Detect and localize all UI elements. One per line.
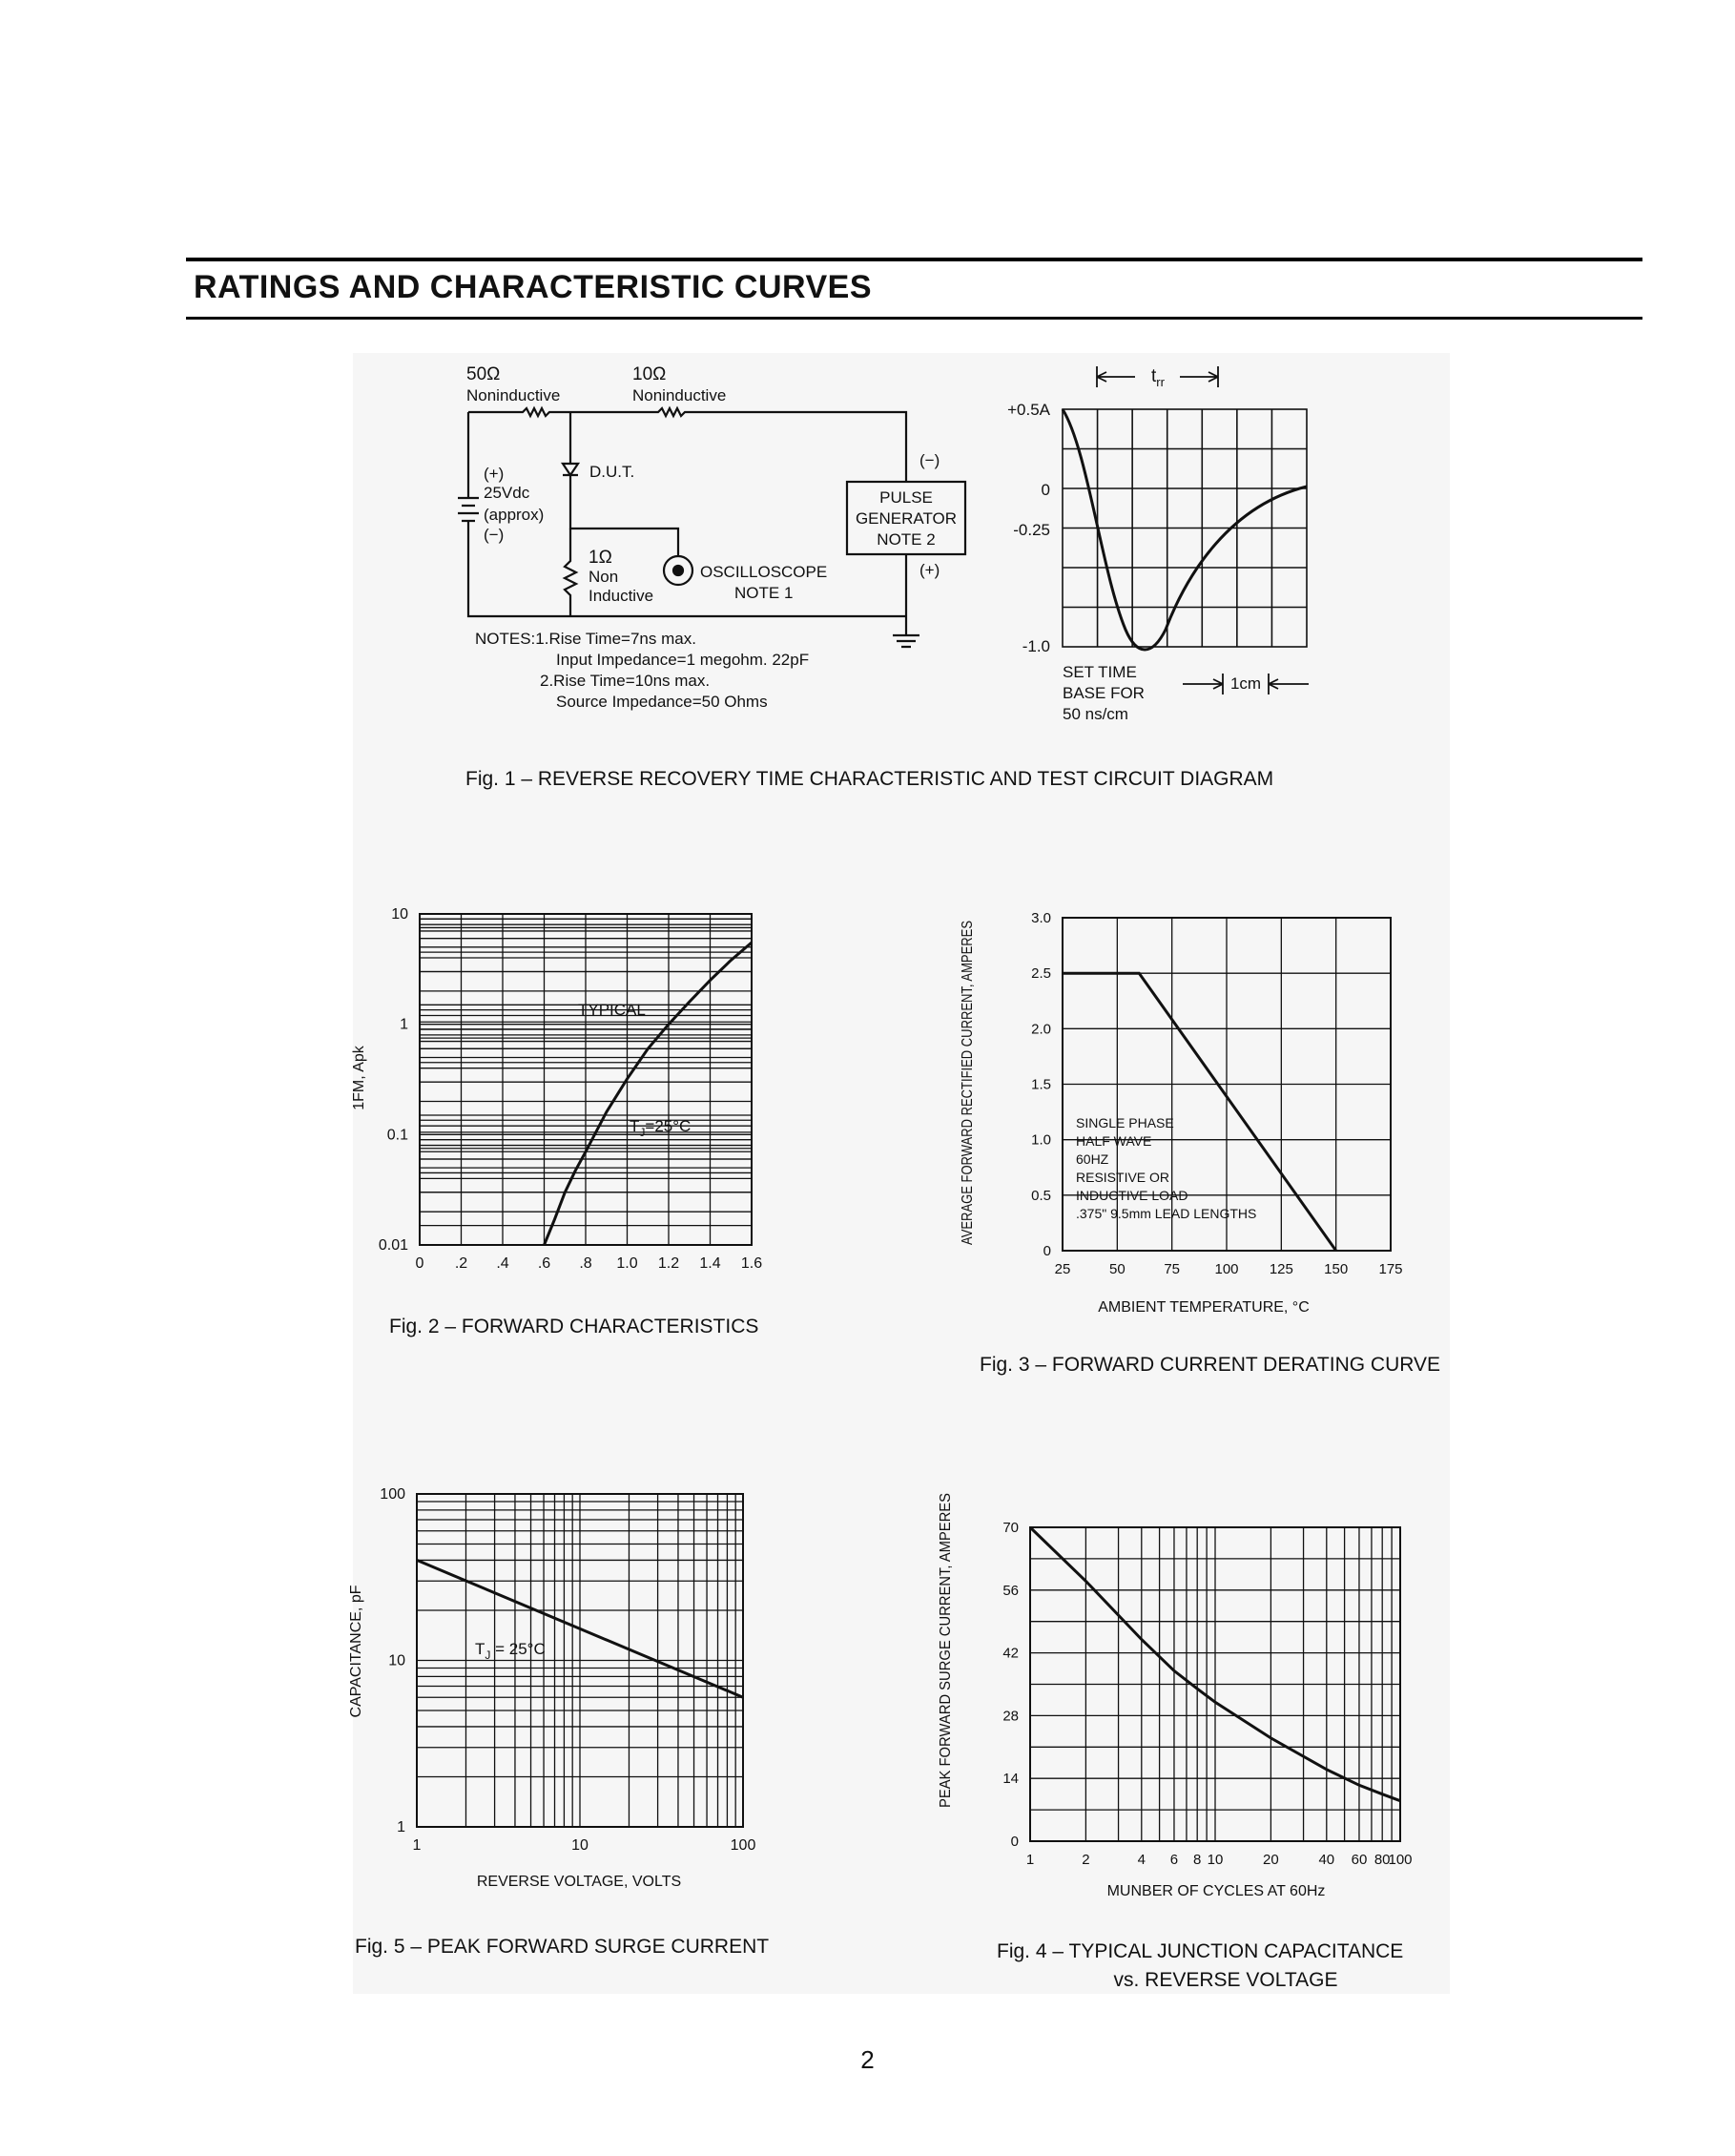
fig3-caption: Fig. 3 – FORWARD CURRENT DERATING CURVE: [980, 1354, 1441, 1376]
section-heading: RATINGS AND CHARACTERISTIC CURVES: [194, 269, 873, 305]
circuit-1ohm-resistor: [565, 529, 576, 616]
fig5-annotation-tj: $T_J = 25^\circ C$: [475, 1640, 546, 1662]
fig4-xlabel: MUNBER OF CYCLES AT 60Hz: [1106, 1883, 1326, 1899]
cm-label: 1cm: [1229, 674, 1262, 693]
fig3-x-tick-label: 50: [1108, 1261, 1126, 1277]
fig2-x-tick-label: .8: [579, 1255, 592, 1272]
fig4-x-tick-label: 80: [1374, 1852, 1391, 1868]
fig4-caption-sub: vs. REVERSE VOLTAGE: [1113, 1969, 1338, 1991]
recovery-waveform-curve: [1063, 409, 1307, 650]
fig2-y-tick-label: 0.1: [386, 1127, 408, 1144]
fig3-xlabel: AMBIENT TEMPERATURE, °C: [1098, 1299, 1310, 1316]
pg-plus: (+): [919, 561, 940, 579]
trr-label: $t_{rr}$: [1151, 366, 1165, 389]
fig3-x-tick-label: 125: [1269, 1261, 1293, 1277]
fig4-y-tick-label: 0: [1010, 1834, 1019, 1850]
fig5-x-tick-label: 1: [412, 1837, 422, 1854]
fig3-legend-2: HALF WAVE: [1076, 1133, 1152, 1149]
pulse-generator-line3: NOTE 2: [877, 530, 936, 549]
pulse-generator-line1: PULSE: [879, 488, 933, 507]
fig4-y-tick-label: 14: [1002, 1771, 1019, 1788]
fig1-circuit-labels: [466, 364, 957, 711]
fig4-ylabel: PEAK FORWARD SURGE CURRENT, AMPERES: [938, 1466, 954, 1808]
fig3-y-tick-label: 3.0: [1031, 910, 1051, 926]
fig4-y-tick-label: 28: [1002, 1708, 1019, 1725]
fig2-ylabel: 1FM, Apk: [351, 1046, 367, 1110]
set-time-line3: 50 ns/cm: [1063, 705, 1128, 723]
fig2-x-tick-label: 1.6: [740, 1255, 763, 1272]
dut-label: D.U.T.: [589, 463, 635, 481]
fig5-capacitance-chart: [348, 1486, 769, 1958]
fig3-legend-5: INDUCTIVE LOAD: [1076, 1188, 1188, 1203]
fig2-x-tick-label: 1.0: [616, 1255, 638, 1272]
fig3-legend-1: SINGLE PHASE: [1076, 1115, 1174, 1130]
fig2-x-tick-label: 0: [415, 1255, 424, 1272]
note-2: 2.Rise Time=10ns max.: [540, 672, 711, 690]
r1-value: 50Ω: [466, 364, 501, 384]
pg-minus: (−): [919, 451, 940, 469]
note-2b: Source Impedance=50 Ohms: [556, 693, 768, 711]
wave-y-label-zero: 0: [1041, 481, 1050, 499]
fig4-x-tick-label: 60: [1351, 1852, 1368, 1868]
fig2-forward-characteristics: [351, 906, 762, 1337]
circuit-top-wire: [468, 408, 906, 482]
fig3-y-tick-label: 2.0: [1031, 1021, 1051, 1038]
fig4-x-tick-label: 8: [1193, 1852, 1202, 1868]
note-1b: Input Impedance=1 megohm. 22pF: [556, 651, 810, 669]
fig2-y-tick-label: 10: [391, 906, 408, 923]
fig4-y-tick-label: 42: [1002, 1645, 1019, 1662]
fig2-annotation-typical: TYPICAL: [578, 1001, 646, 1019]
r3-note-1: Non: [589, 568, 619, 586]
fig5-y-tick-label: 100: [380, 1486, 405, 1503]
fig2-x-tick-label: 1.4: [699, 1255, 721, 1272]
fig3-y-tick-label: 0: [1043, 1243, 1051, 1259]
set-time-line2: BASE FOR: [1063, 684, 1145, 702]
oscilloscope-label: OSCILLOSCOPE: [700, 563, 828, 581]
fig3-legend-3: 60HZ: [1076, 1151, 1109, 1167]
fig3-x-tick-label: 75: [1164, 1261, 1181, 1277]
supply-plus: (+): [484, 465, 505, 483]
fig5-y-tick-label: 1: [397, 1819, 405, 1835]
fig5-xlabel: REVERSE VOLTAGE, VOLTS: [476, 1874, 682, 1890]
fig3-x-tick-label: 150: [1324, 1261, 1349, 1277]
fig2-annotation-tj: $T_J=25^\circ C$: [630, 1117, 692, 1139]
page-number: 2: [860, 2045, 875, 2074]
fig4-x-tick-label: 2: [1082, 1852, 1090, 1868]
fig4-x-tick-label: 40: [1318, 1852, 1335, 1868]
fig3-x-tick-label: 175: [1378, 1261, 1403, 1277]
fig2-y-tick-label: 1: [400, 1016, 408, 1033]
fig2-x-tick-label: 1.2: [657, 1255, 680, 1272]
r3-note-2: Inductive: [589, 587, 654, 605]
fig4-x-tick-label: 10: [1207, 1852, 1224, 1868]
wave-y-label-pos: +0.5A: [1007, 401, 1050, 419]
fig3-derating-curve: [960, 845, 1441, 1376]
fig5-y-tick-label: 10: [388, 1652, 405, 1669]
fig4-surge-chart: [938, 1466, 1413, 1991]
fig3-y-tick-label: 2.5: [1031, 965, 1051, 983]
fig5-ylabel: CAPACITANCE, pF: [348, 1585, 364, 1718]
fig1-caption: Fig. 1 – REVERSE RECOVERY TIME CHARACTERISTIC AND TEST CIRCUIT DIAGRAM: [465, 768, 1274, 790]
fig2-x-tick-label: .2: [454, 1255, 468, 1272]
fig4-y-tick-label: 56: [1002, 1582, 1019, 1599]
set-time-line1: SET TIME: [1063, 663, 1137, 681]
fig3-y-tick-label: 0.5: [1031, 1187, 1051, 1204]
wave-y-label-one: -1.0: [1022, 637, 1050, 655]
fig5-x-tick-label: 10: [571, 1837, 589, 1854]
circuit-dut-branch: [563, 412, 678, 555]
fig1-waveform: [1007, 366, 1309, 723]
fig4-x-tick-label: 20: [1263, 1852, 1279, 1868]
fig4-y-tick-label: 70: [1002, 1520, 1019, 1536]
wave-y-label-quarter: -0.25: [1013, 521, 1050, 539]
fig2-y-tick-label: 0.01: [378, 1237, 408, 1254]
fig2-series-line: [545, 943, 753, 1245]
fig4-caption: Fig. 4 – TYPICAL JUNCTION CAPACITANCE: [997, 1940, 1404, 1962]
fig5-caption: Fig. 5 – PEAK FORWARD SURGE CURRENT: [355, 1936, 770, 1958]
fig5-x-tick-label: 100: [730, 1837, 756, 1854]
fig4-x-tick-label: 1: [1025, 1852, 1035, 1868]
r2-value: 10Ω: [632, 364, 667, 384]
fig3-x-tick-label: 100: [1214, 1261, 1239, 1277]
fig3-y-tick-label: 1.5: [1031, 1076, 1051, 1093]
fig4-x-tick-label: 100: [1388, 1852, 1413, 1868]
fig3-legend-6: .375" 9.5mm LEAD LENGTHS: [1076, 1206, 1257, 1221]
fig4-x-tick-label: 4: [1137, 1852, 1146, 1868]
r3-value: 1Ω: [589, 548, 612, 568]
fig3-legend-4: RESISTIVE OR: [1076, 1170, 1170, 1185]
supply-approx: (approx): [484, 506, 545, 524]
supply-minus: (−): [484, 526, 505, 544]
fig3-x-tick-label: 25: [1054, 1261, 1071, 1277]
fig2-x-tick-label: .4: [496, 1255, 509, 1272]
oscilloscope-note: NOTE 1: [734, 584, 794, 602]
fig2-x-tick-label: .6: [537, 1255, 551, 1272]
supply-voltage: 25Vdc: [484, 484, 530, 502]
fig3-y-tick-label: 1.0: [1031, 1131, 1051, 1149]
fig2-caption: Fig. 2 – FORWARD CHARACTERISTICS: [389, 1316, 759, 1337]
r2-note: Noninductive: [632, 386, 727, 404]
pulse-generator-line2: GENERATOR: [855, 509, 958, 528]
note-1: NOTES:1.Rise Time=7ns max.: [475, 630, 696, 648]
r1-note: Noninductive: [466, 386, 561, 404]
fig1-test-circuit: [458, 408, 965, 647]
fig3-ylabel: AVERAGE FORWARD RECTIFIED CURRENT, AMPERES: [960, 845, 976, 1245]
fig4-x-tick-label: 6: [1169, 1852, 1179, 1868]
